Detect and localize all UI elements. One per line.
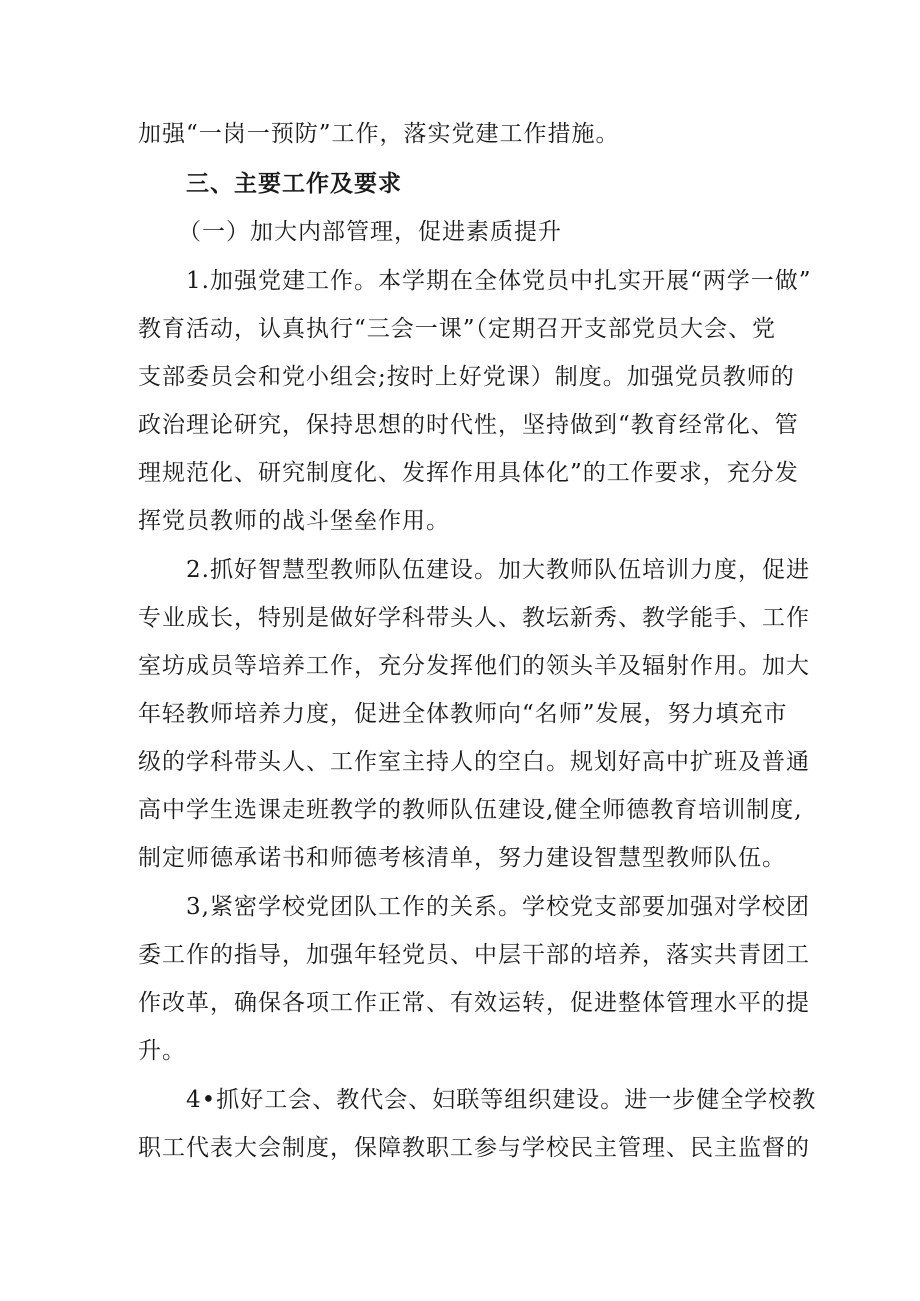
paragraph-2-line-2: 专业成长，特别是做好学科带头人、教坛新秀、教学能手、工作 bbox=[138, 605, 810, 631]
paragraph-2-line-1: 2.抓好智慧型教师队伍建设。加大教师队伍培训力度，促进 bbox=[186, 557, 810, 583]
paragraph-1-line-1: 1.加强党建工作。本学期在全体党员中扎实开展“两学一做” bbox=[186, 268, 812, 294]
paragraph-3-line-2: 委工作的指导，加强年轻党员、中层干部的培养，落实共青团工 bbox=[138, 942, 810, 968]
continuation-text: 加强“一岗一预防”工作，落实党建工作措施。 bbox=[138, 121, 620, 147]
subsection-heading: （一）加大内部管理，促进素质提升 bbox=[178, 219, 562, 245]
paragraph-4-line-2: 职工代表大会制度，保障教职工参与学校民主管理、民主监督的 bbox=[138, 1135, 810, 1161]
paragraph-1-line-3: 支部委员会和党小组会;按时上好党课）制度。加强党员教师的 bbox=[138, 364, 795, 390]
paragraph-1-line-4: 政治理论研究，保持思想的时代性，坚持做到“教育经常化、管 bbox=[138, 412, 799, 438]
paragraph-4-line-1: 4•抓好工会、教代会、妇联等组织建设。进一步健全学校教 bbox=[186, 1087, 817, 1113]
paragraph-2-line-3: 室坊成员等培养工作，充分发挥他们的领头羊及辐射作用。加大 bbox=[138, 653, 810, 679]
section-heading: 三、主要工作及要求 bbox=[186, 171, 402, 197]
paragraph-1-line-6: 挥党员教师的战斗堡垒作用。 bbox=[138, 508, 450, 534]
paragraph-3-line-1: 3,紧密学校党团队工作的关系。学校党支部要加强对学校团 bbox=[186, 894, 810, 920]
paragraph-1-line-5: 理规范化、研究制度化、发挥作用具体化”的工作要求，充分发 bbox=[138, 460, 799, 486]
paragraph-2-line-6: 高中学生选课走班教学的教师队伍建设,健全师德教育培训制度, bbox=[138, 797, 803, 823]
paragraph-3-line-3: 作改革，确保各项工作正常、有效运转，促进整体管理水平的提 bbox=[138, 990, 810, 1016]
paragraph-1-line-2: 教育活动，认真执行“三会一课”（定期召开支部党员大会、党 bbox=[138, 316, 777, 342]
paragraph-2-line-4: 年轻教师培养力度，促进全体教师向“名师”发展，努力填充市 bbox=[138, 701, 788, 727]
paragraph-2-line-7: 制定师德承诺书和师德考核清单，努力建设智慧型教师队伍。 bbox=[138, 845, 786, 871]
paragraph-3-line-4: 升。 bbox=[138, 1038, 186, 1064]
paragraph-2-line-5: 级的学科带头人、工作室主持人的空白。规划好高中扩班及普通 bbox=[138, 749, 810, 775]
